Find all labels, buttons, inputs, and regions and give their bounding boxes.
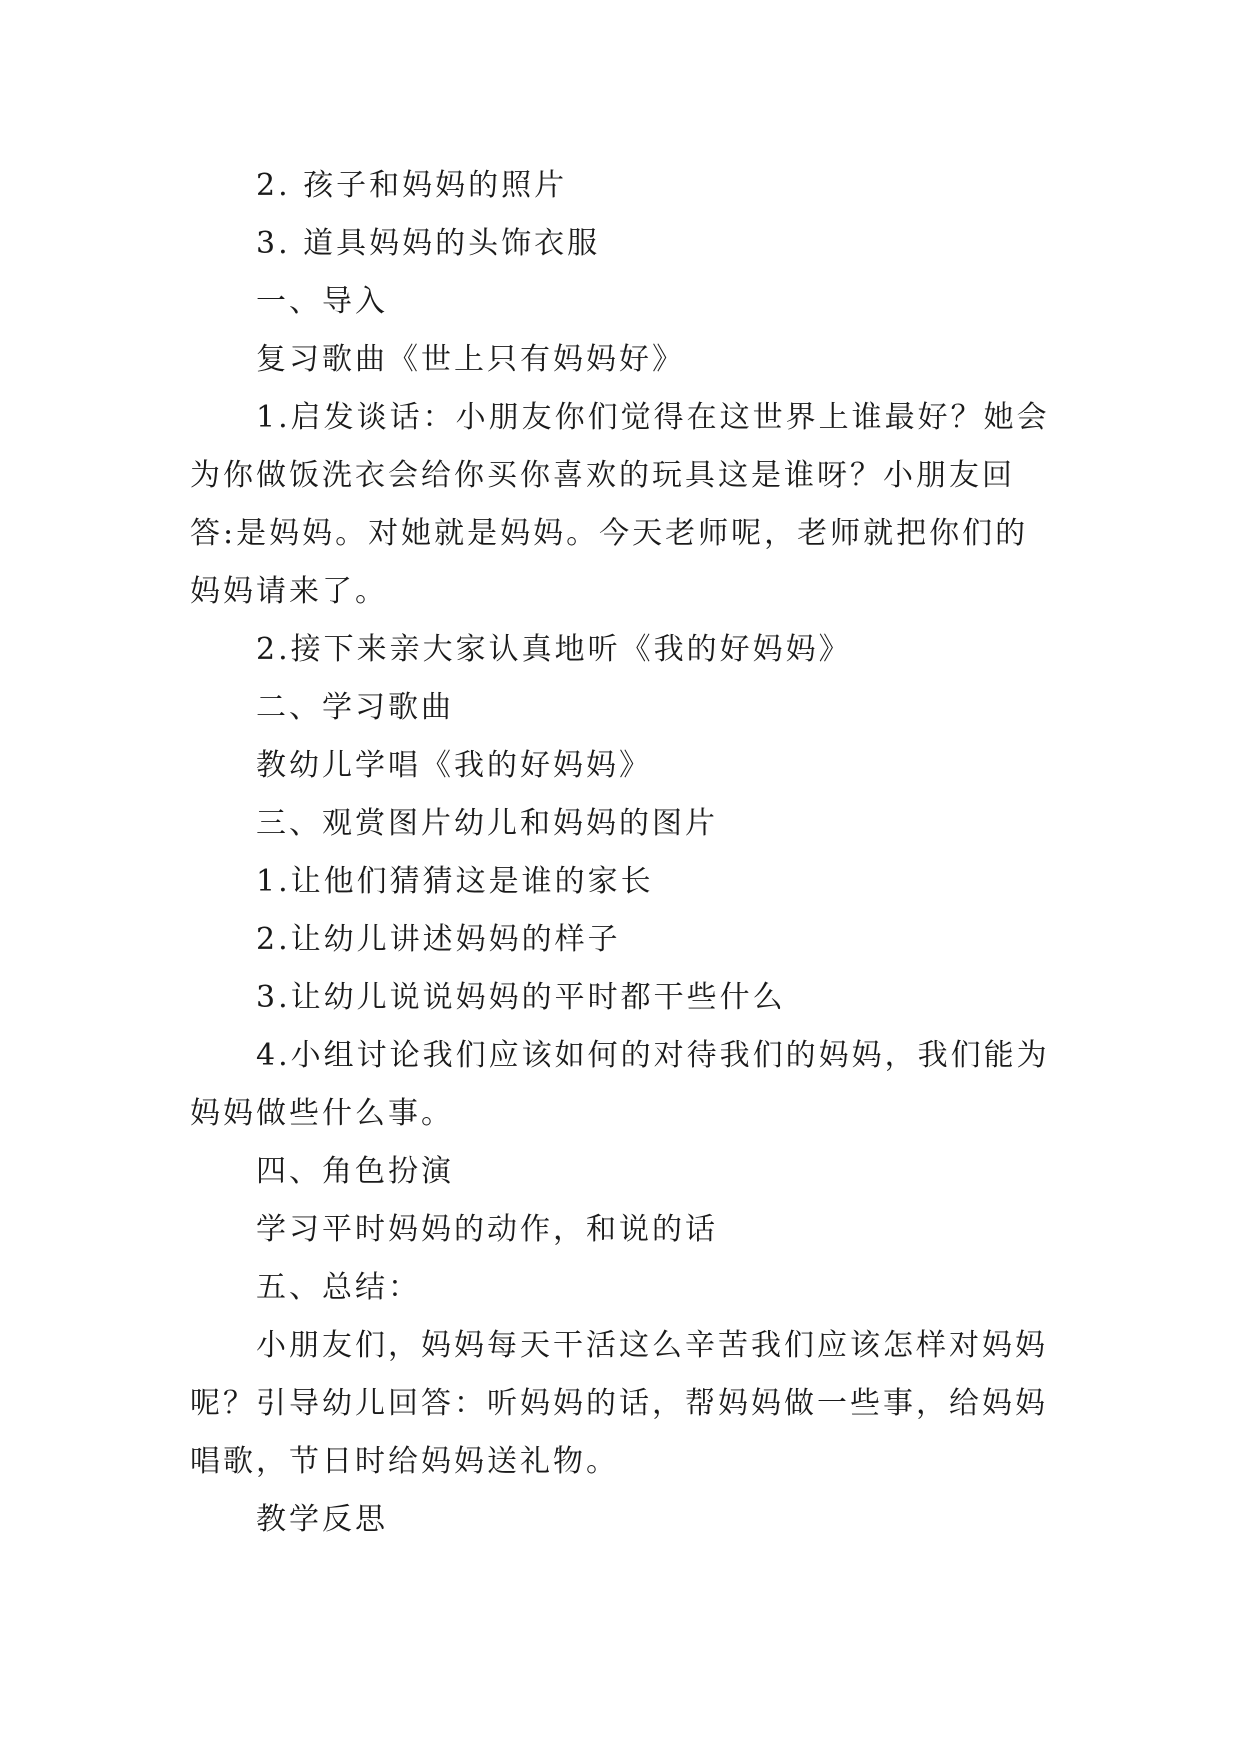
section-heading-summary: 五、总结： — [256, 1270, 421, 1305]
paragraph-review-song: 复习歌曲《世上只有妈妈好》 — [256, 342, 685, 377]
paragraph-teach-song: 教幼儿学唱《我的好妈妈》 — [256, 748, 652, 783]
list-item-describe: 2.让幼儿讲述妈妈的样子 — [256, 922, 621, 957]
list-item-daily: 3.让幼儿说说妈妈的平时都干些什么 — [256, 980, 786, 1015]
section-heading-intro: 一、导入 — [256, 284, 388, 319]
list-item-props: 3. 道具妈妈的头饰衣服 — [256, 226, 601, 261]
list-item-guess: 1.让他们猜猜这是谁的家长 — [256, 864, 654, 899]
paragraph-discussion: 1.启发谈话：小朋友你们觉得在这世界上谁最好？她会为你做饭洗衣会给你买你喜欢的玩具这是谁呀？小朋友回答:是妈妈。对她就是妈妈。今天老师呢，老师就把你们的妈妈请来了。 — [190, 400, 1050, 609]
list-item-group-discussion: 4.小组讨论我们应该如何的对待我们的妈妈，我们能为妈妈做些什么事。 — [190, 1038, 1050, 1131]
section-heading-learn-song: 二、学习歌曲 — [256, 690, 454, 725]
paragraph-roleplay: 学习平时妈妈的动作，和说的话 — [256, 1212, 718, 1247]
section-heading-roleplay: 四、角色扮演 — [256, 1154, 454, 1189]
section-heading-pictures: 三、观赏图片幼儿和妈妈的图片 — [256, 806, 718, 841]
document-body — [190, 157, 1060, 1549]
paragraph-listen: 2.接下来亲大家认真地听《我的好妈妈》 — [256, 632, 852, 667]
paragraph-summary: 小朋友们，妈妈每天干活这么辛苦我们应该怎样对妈妈呢？引导幼儿回答：听妈妈的话，帮妈妈做一些事，给妈妈唱歌，节日时给妈妈送礼物。 — [190, 1328, 1048, 1479]
section-heading-reflection: 教学反思 — [256, 1502, 388, 1537]
list-item-photos: 2. 孩子和妈妈的照片 — [256, 168, 568, 203]
